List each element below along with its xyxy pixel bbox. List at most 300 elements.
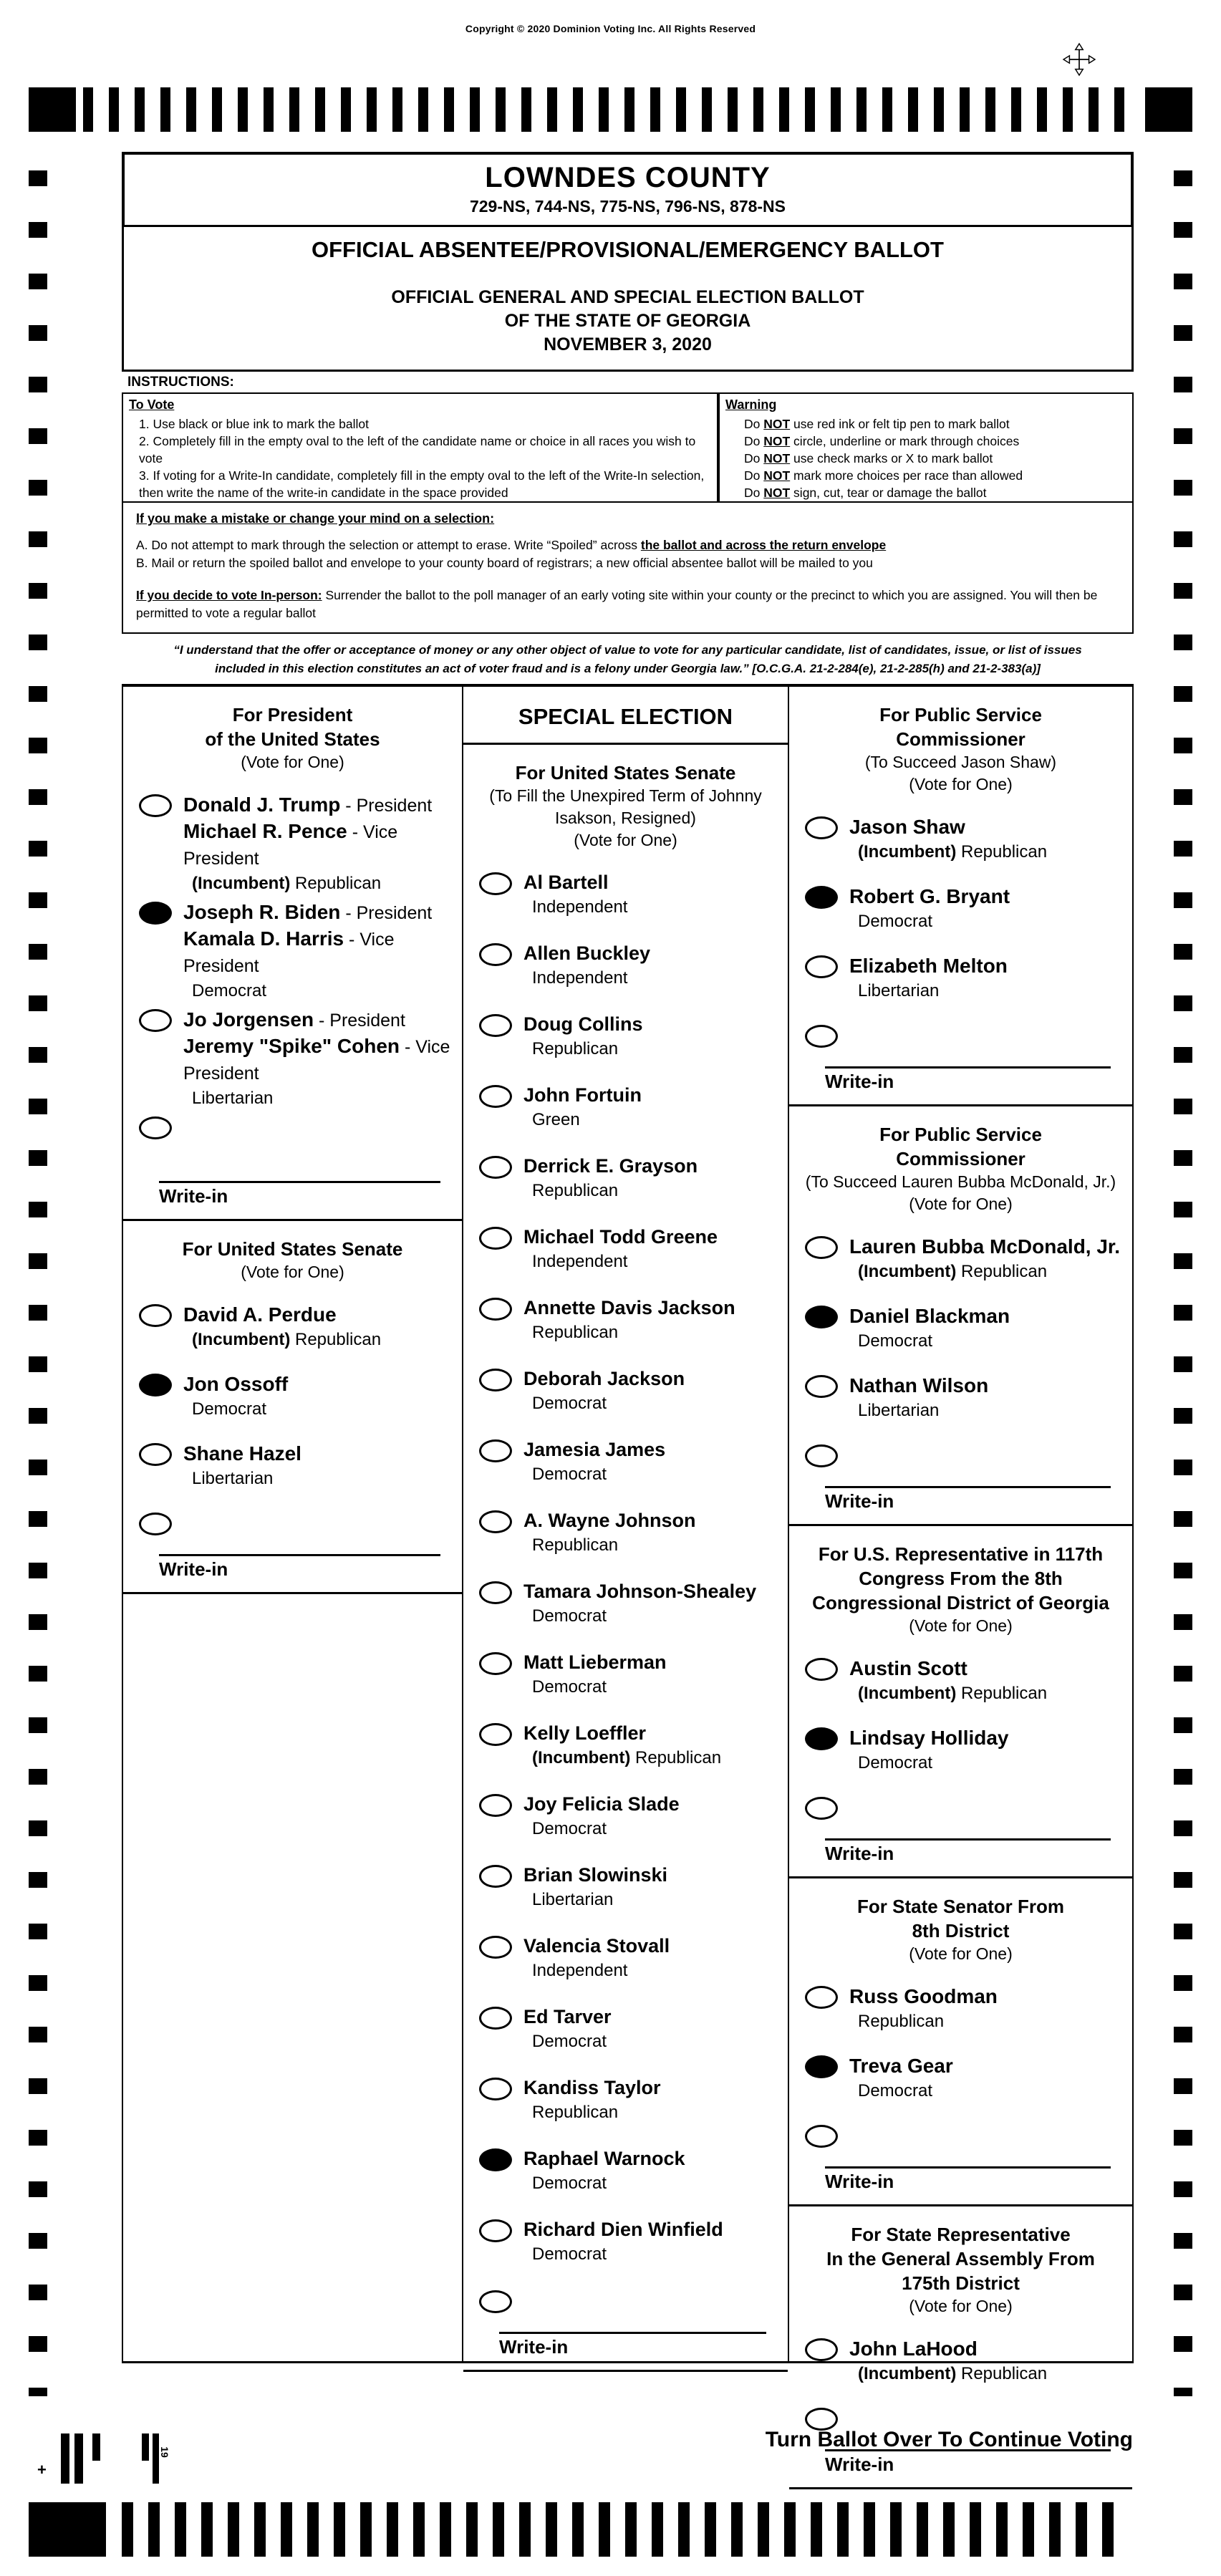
candidate-option[interactable] <box>789 1293 1132 1363</box>
empty-oval[interactable] <box>479 872 512 895</box>
write-in-label: Write-in <box>159 1558 228 1580</box>
party-name: Republican <box>858 2012 945 2031</box>
candidate-option[interactable] <box>789 943 1132 1013</box>
candidate-party <box>523 1817 680 1841</box>
candidate-name: Al Bartell <box>523 872 609 893</box>
candidate-party <box>183 1086 458 1110</box>
candidate-party <box>849 840 1047 864</box>
mistake-line-b: B. Mail or return the spoiled ballot and envelope to your county board of registrars; a new official absentee ballot will be mailed to you <box>136 556 873 570</box>
write-in-option[interactable] <box>789 2113 1132 2204</box>
candidate-party <box>183 1328 381 1351</box>
warning-heading: Warning <box>725 397 777 412</box>
candidate-option[interactable] <box>463 1427 788 1498</box>
candidate-text <box>183 1302 381 1351</box>
write-in-option[interactable] <box>789 1432 1132 1524</box>
race-title: In the General Assembly From <box>826 2248 1095 2269</box>
special-election-header: SPECIAL ELECTION <box>463 687 788 745</box>
empty-oval[interactable] <box>479 1723 512 1746</box>
race <box>789 687 1132 1106</box>
candidate-option[interactable] <box>463 1144 788 1215</box>
county-header-box <box>122 152 1134 227</box>
candidate-text <box>849 2053 953 2103</box>
id-bar <box>74 2433 83 2484</box>
candidate-party <box>523 1604 756 1628</box>
candidate-text <box>523 1792 680 1841</box>
race-title: For Public Service <box>879 1124 1042 1145</box>
write-in-line[interactable] <box>825 2166 1111 2169</box>
candidate-name-line <box>523 1154 698 1179</box>
candidate-name-line <box>183 1371 288 1397</box>
party-name: Democrat <box>858 1331 933 1351</box>
empty-oval[interactable] <box>479 1865 512 1888</box>
party-name: Republican <box>532 1039 619 1058</box>
race-title: For U.S. Representative in 117th <box>818 1543 1104 1565</box>
empty-oval[interactable] <box>805 2125 838 2148</box>
candidate-option[interactable] <box>463 1356 788 1427</box>
party-name: Libertarian <box>192 1469 274 1488</box>
candidate-name: A. Wayne Johnson <box>523 1510 696 1531</box>
timing-marks-left-edge <box>29 170 47 2396</box>
candidate-name: Daniel Blackman <box>849 1305 1010 1327</box>
write-in-option[interactable] <box>463 2278 788 2370</box>
race-header <box>463 745 788 860</box>
party-name: Republican <box>295 874 382 893</box>
race-qualifier: (To Succeed Lauren Bubba McDonald, Jr.) <box>805 1172 1116 1191</box>
candidate-option[interactable] <box>123 782 462 893</box>
candidate-office-suffix: - President <box>340 903 433 923</box>
candidate-option[interactable] <box>123 1361 462 1431</box>
candidate-name-line <box>523 870 627 895</box>
race-title: For Public Service <box>879 704 1042 725</box>
incumbent-label: (Incumbent) <box>858 1684 957 1703</box>
candidate-party <box>523 2030 612 2053</box>
empty-oval[interactable] <box>805 955 838 978</box>
candidate-name-line <box>523 1579 756 1604</box>
candidate-option[interactable] <box>463 2065 788 2136</box>
candidate-option[interactable] <box>463 931 788 1002</box>
candidate-text <box>849 1373 988 1422</box>
candidate-name-line <box>523 1225 718 1250</box>
id-bar <box>142 2433 149 2461</box>
candidate-text <box>523 2217 723 2266</box>
candidate-option[interactable] <box>463 1782 788 1853</box>
write-in-line[interactable] <box>825 1066 1111 1068</box>
empty-oval[interactable] <box>805 1658 838 1681</box>
candidate-text <box>523 1437 665 1486</box>
race <box>789 1526 1132 1878</box>
candidate-option[interactable] <box>463 860 788 931</box>
filled-oval[interactable] <box>139 1374 172 1396</box>
to-vote-instruction: 2. Completely fill in the empty oval to the left of the candidate name or choice in all races you wish to vote <box>139 434 696 465</box>
candidate-option[interactable] <box>463 1002 788 1073</box>
candidate-party <box>523 1959 670 1982</box>
candidate-option[interactable] <box>789 804 1132 874</box>
candidate-name: Jason Shaw <box>849 816 965 838</box>
candidate-name-line <box>183 819 458 872</box>
candidate-name: Nathan Wilson <box>849 1374 989 1396</box>
candidate-text <box>523 1225 718 1273</box>
party-name: Democrat <box>532 1677 607 1697</box>
candidate-text <box>523 1083 642 1132</box>
race-title: For State Senator From <box>857 1896 1064 1917</box>
party-name: Libertarian <box>858 981 940 1000</box>
party-name: Republican <box>532 2103 619 2122</box>
empty-oval[interactable] <box>805 1986 838 2009</box>
to-vote-heading: To Vote <box>129 397 175 412</box>
candidate-option[interactable] <box>463 1073 788 1144</box>
candidate-name: Lindsay Holliday <box>849 1727 1009 1749</box>
write-in-line[interactable] <box>499 2332 766 2334</box>
party-name: Democrat <box>532 1819 607 1838</box>
party-name: Democrat <box>532 1465 607 1484</box>
race-title: For State Representative <box>851 2224 1071 2245</box>
mistake-line-a: A. Do not attempt to mark through the selection or attempt to erase. Write “Spoiled” across the ballot and across the return envelope <box>136 538 887 552</box>
empty-oval[interactable] <box>805 2338 838 2361</box>
party-name: Independent <box>532 1252 628 1271</box>
candidate-option[interactable] <box>463 1853 788 1924</box>
candidate-option[interactable] <box>789 1224 1132 1293</box>
candidate-office-suffix: - Vice President <box>183 822 398 869</box>
candidate-party <box>849 2079 953 2103</box>
candidate-name-line <box>183 1441 301 1467</box>
empty-oval[interactable] <box>805 1236 838 1259</box>
filled-oval[interactable] <box>805 886 838 909</box>
write-in-line[interactable] <box>825 1486 1111 1488</box>
ballot-title: OFFICIAL ABSENTEE/PROVISIONAL/EMERGENCY BALLOT <box>312 237 944 262</box>
empty-oval[interactable] <box>479 1794 512 1817</box>
candidate-option[interactable] <box>463 1924 788 1994</box>
write-in-line[interactable] <box>159 1181 440 1183</box>
filled-oval[interactable] <box>805 2055 838 2078</box>
candidate-name-line <box>183 926 458 979</box>
vote-for-instruction: (Vote for One) <box>909 1616 1013 1635</box>
plus-mark: + <box>37 2461 47 2479</box>
empty-oval[interactable] <box>479 943 512 966</box>
candidate-name: Elizabeth Melton <box>849 955 1008 977</box>
race-qualifier: Isakson, Resigned) <box>555 809 696 827</box>
candidate-name: Kamala D. Harris <box>183 927 344 950</box>
empty-oval[interactable] <box>139 1513 172 1535</box>
candidate-name-line <box>849 1656 1047 1682</box>
party-name: Republican <box>532 1323 619 1342</box>
candidate-text <box>849 884 1010 933</box>
candidate-text <box>849 1303 1010 1353</box>
candidate-option[interactable] <box>463 1640 788 1711</box>
write-in-label: Write-in <box>159 1185 228 1207</box>
candidate-name-line <box>523 2217 723 2242</box>
candidate-name-line <box>183 899 458 926</box>
mistake-instructions-box <box>122 503 1134 634</box>
incumbent-label: (Incumbent) <box>858 2364 957 2383</box>
empty-oval[interactable] <box>479 1085 512 1108</box>
candidate-party <box>183 1467 301 1490</box>
empty-oval[interactable] <box>479 1652 512 1675</box>
race-header <box>789 2206 1132 2326</box>
candidate-name: Brian Slowinski <box>523 1864 668 1886</box>
candidate-option[interactable] <box>463 1569 788 1640</box>
candidate-party <box>849 1399 988 1422</box>
empty-oval[interactable] <box>479 2219 512 2242</box>
candidate-party <box>523 1179 698 1202</box>
candidate-name: John Fortuin <box>523 1084 642 1106</box>
party-name: Libertarian <box>858 1401 940 1420</box>
incumbent-label: (Incumbent) <box>192 874 291 893</box>
party-name: Democrat <box>192 981 267 1000</box>
candidate-option[interactable] <box>463 1215 788 1285</box>
race-title: For President <box>232 704 353 725</box>
filled-oval[interactable] <box>805 1306 838 1328</box>
warning-instruction: Do NOT sign, cut, tear or damage the ballot <box>744 486 987 500</box>
candidate-text <box>849 814 1047 864</box>
write-in-label: Write-in <box>825 1490 894 1512</box>
timing-cap-left <box>29 2502 106 2557</box>
empty-oval[interactable] <box>479 2007 512 2030</box>
to-vote-box <box>122 392 718 503</box>
write-in-option[interactable] <box>789 1785 1132 1876</box>
party-name: Independent <box>532 1961 628 1980</box>
party-name: Democrat <box>858 2081 933 2100</box>
candidate-party <box>523 895 627 919</box>
candidate-option[interactable] <box>789 2326 1132 2396</box>
candidate-option[interactable] <box>463 1994 788 2065</box>
race-title: Congress From the 8th <box>859 1568 1063 1589</box>
empty-oval[interactable] <box>139 1009 172 1032</box>
candidate-name-line <box>523 1721 721 1746</box>
candidate-name: Jon Ossoff <box>183 1373 289 1395</box>
party-name: Democrat <box>858 912 933 931</box>
candidate-name: David A. Perdue <box>183 1303 337 1326</box>
race <box>123 1221 462 1594</box>
candidate-name-line <box>523 1366 685 1391</box>
candidate-name-line <box>849 953 1008 979</box>
empty-oval[interactable] <box>139 1116 172 1139</box>
candidate-party <box>523 1462 665 1486</box>
candidate-party <box>849 1260 1120 1283</box>
candidate-name: Jo Jorgensen <box>183 1008 314 1031</box>
empty-oval[interactable] <box>479 1014 512 1037</box>
race-header <box>123 1221 462 1292</box>
party-name: Republican <box>295 1330 382 1349</box>
candidate-name: Jamesia James <box>523 1439 666 1460</box>
empty-oval[interactable] <box>139 1304 172 1327</box>
candidate-name-line <box>849 814 1047 840</box>
candidate-party <box>523 1391 685 1415</box>
in-person-line: If you decide to vote In-person: Surrender the ballot to the poll manager of an early voting site within your county or the precinct to which you are assigned. You will then be permitted to vote a regular ballot <box>136 588 1098 620</box>
candidate-text <box>523 1154 698 1202</box>
candidate-option[interactable] <box>123 997 462 1108</box>
candidate-name: Kelly Loeffler <box>523 1722 647 1744</box>
vote-for-instruction: (Vote for One) <box>909 2297 1013 2315</box>
candidate-option[interactable] <box>789 1974 1132 2043</box>
race-title: For United States Senate <box>182 1238 403 1260</box>
candidate-name-line <box>523 1083 642 1108</box>
write-in-option[interactable] <box>789 1013 1132 1104</box>
warning-instruction: Do NOT mark more choices per race than allowed <box>744 468 1023 483</box>
party-name: Democrat <box>532 1394 607 1413</box>
race <box>789 1106 1132 1526</box>
candidate-text <box>523 1934 670 1982</box>
empty-oval[interactable] <box>805 1375 838 1398</box>
candidate-name-line <box>849 1984 998 2010</box>
race <box>463 745 788 2372</box>
party-name: Libertarian <box>532 1890 614 1909</box>
vote-for-instruction: (Vote for One) <box>909 1195 1013 1213</box>
candidate-name: Austin Scott <box>849 1657 967 1679</box>
candidate-name-line <box>849 1373 988 1399</box>
write-in-option[interactable] <box>123 1104 462 1219</box>
race <box>123 687 462 1221</box>
filled-oval[interactable] <box>479 2148 512 2171</box>
empty-oval[interactable] <box>805 1444 838 1467</box>
candidate-name: Matt Lieberman <box>523 1651 667 1673</box>
incumbent-label: (Incumbent) <box>192 1330 291 1349</box>
candidate-text <box>523 1012 642 1061</box>
instructions-label: INSTRUCTIONS: <box>127 375 234 390</box>
party-name: Democrat <box>192 1399 267 1419</box>
candidate-name-line <box>183 1007 458 1033</box>
empty-oval[interactable] <box>805 1797 838 1820</box>
candidate-option[interactable] <box>463 1285 788 1356</box>
write-in-label: Write-in <box>825 2171 894 2192</box>
candidate-party <box>183 979 458 1003</box>
id-bar <box>153 2433 159 2484</box>
candidate-option[interactable] <box>789 874 1132 943</box>
turn-ballot-over-text: Turn Ballot Over To Continue Voting <box>765 2428 1133 2451</box>
candidate-text <box>183 899 458 1003</box>
candidate-name: Joseph R. Biden <box>183 901 341 923</box>
candidate-text <box>523 1296 735 1344</box>
candidate-text <box>849 1725 1009 1775</box>
candidate-name: Lauren Bubba McDonald, Jr. <box>849 1235 1121 1258</box>
party-name: Republican <box>532 1535 619 1555</box>
candidate-name: Deborah Jackson <box>523 1368 685 1389</box>
empty-oval[interactable] <box>805 1025 838 1048</box>
candidate-text <box>849 2336 1047 2386</box>
race-title: Congressional District of Georgia <box>812 1592 1109 1613</box>
empty-oval[interactable] <box>479 1369 512 1391</box>
warning-box <box>718 392 1134 503</box>
candidate-name-line <box>183 1033 458 1086</box>
candidate-option[interactable] <box>463 2136 788 2207</box>
candidate-text <box>849 1656 1047 1705</box>
to-vote-instruction: 3. If voting for a Write-In candidate, completely fill in the empty oval to the left of the Write-In selection, then write the name of the write-in candidate in the space provided <box>139 468 705 500</box>
write-in-line[interactable] <box>825 1838 1111 1841</box>
candidate-name-line <box>849 2053 953 2079</box>
candidate-name: Joy Felicia Slade <box>523 1793 680 1815</box>
candidate-text <box>523 1579 756 1628</box>
candidate-text <box>183 1007 458 1110</box>
candidate-party <box>849 1329 1010 1353</box>
party-name: Green <box>532 1110 580 1129</box>
candidate-name-line <box>849 1234 1120 1260</box>
candidate-option[interactable] <box>789 1715 1132 1785</box>
candidate-name-line <box>523 1012 642 1037</box>
candidate-name-line <box>523 1650 667 1675</box>
empty-oval[interactable] <box>479 2290 512 2313</box>
race-header <box>789 1878 1132 1974</box>
candidate-option[interactable] <box>463 1498 788 1569</box>
candidate-option[interactable] <box>789 1646 1132 1715</box>
candidate-option[interactable] <box>123 1431 462 1500</box>
candidate-option[interactable] <box>123 889 462 1000</box>
to-vote-instruction: 1. Use black or blue ink to mark the ballot <box>139 417 369 431</box>
candidate-option[interactable] <box>463 2207 788 2278</box>
candidate-name: Jeremy "Spike" Cohen <box>183 1035 400 1057</box>
race-header <box>123 687 462 782</box>
candidate-party <box>849 2010 998 2033</box>
candidate-name-line <box>523 2005 612 2030</box>
candidate-text <box>523 870 627 919</box>
empty-oval[interactable] <box>139 1443 172 1466</box>
vote-for-instruction: (Vote for One) <box>574 831 677 849</box>
candidate-text <box>523 1721 721 1770</box>
filled-oval[interactable] <box>805 1727 838 1750</box>
vote-for-instruction: (Vote for One) <box>909 1944 1013 1963</box>
vote-for-instruction: (Vote for One) <box>909 775 1013 793</box>
empty-oval[interactable] <box>479 1510 512 1533</box>
write-in-label: Write-in <box>825 1071 894 1092</box>
candidate-text <box>849 1984 998 2033</box>
candidate-name-line <box>523 941 650 966</box>
county-name: LOWNDES COUNTY <box>485 162 771 193</box>
party-name: Republican <box>961 842 1048 862</box>
candidate-party <box>523 1533 696 1557</box>
empty-oval[interactable] <box>479 1298 512 1321</box>
candidate-option[interactable] <box>463 1711 788 1782</box>
candidate-party <box>523 1037 642 1061</box>
candidate-text <box>523 1508 696 1557</box>
empty-oval[interactable] <box>479 1581 512 1604</box>
instructions-row <box>122 392 1134 503</box>
candidate-name: Allen Buckley <box>523 942 651 964</box>
candidate-name-line <box>183 792 458 819</box>
empty-oval[interactable] <box>479 1936 512 1959</box>
column-middle <box>462 687 789 2361</box>
empty-oval[interactable] <box>479 1439 512 1462</box>
candidate-party <box>183 872 458 895</box>
incumbent-label: (Incumbent) <box>858 842 957 862</box>
party-name: Democrat <box>532 2174 607 2193</box>
write-in-option[interactable] <box>123 1500 462 1592</box>
empty-oval[interactable] <box>139 794 172 817</box>
candidate-party <box>523 1321 735 1344</box>
filled-oval[interactable] <box>139 902 172 925</box>
empty-oval[interactable] <box>479 2078 512 2100</box>
candidate-option[interactable] <box>789 1363 1132 1432</box>
candidate-office-suffix: - President <box>314 1010 405 1031</box>
empty-oval[interactable] <box>479 1156 512 1179</box>
empty-oval[interactable] <box>805 816 838 839</box>
timing-bars <box>122 2502 1117 2557</box>
incumbent-label: (Incumbent) <box>858 1262 957 1281</box>
candidate-name: John LaHood <box>849 2338 978 2360</box>
empty-oval[interactable] <box>479 1227 512 1250</box>
candidate-text <box>183 1441 301 1490</box>
warning-instruction: Do NOT use red ink or felt tip pen to mark ballot <box>744 417 1010 431</box>
candidate-text <box>523 1366 685 1415</box>
candidate-name: Shane Hazel <box>183 1442 301 1465</box>
party-name: Independent <box>532 897 628 917</box>
race-header <box>789 1106 1132 1224</box>
warning-list <box>720 415 1132 501</box>
race-title: of the United States <box>205 728 380 750</box>
candidate-option[interactable] <box>789 2043 1132 2113</box>
candidate-name-line <box>523 1437 665 1462</box>
id-bar <box>92 2433 100 2461</box>
candidate-name: Valencia Stovall <box>523 1935 670 1957</box>
write-in-line[interactable] <box>159 1554 440 1556</box>
candidate-option[interactable] <box>123 1292 462 1361</box>
